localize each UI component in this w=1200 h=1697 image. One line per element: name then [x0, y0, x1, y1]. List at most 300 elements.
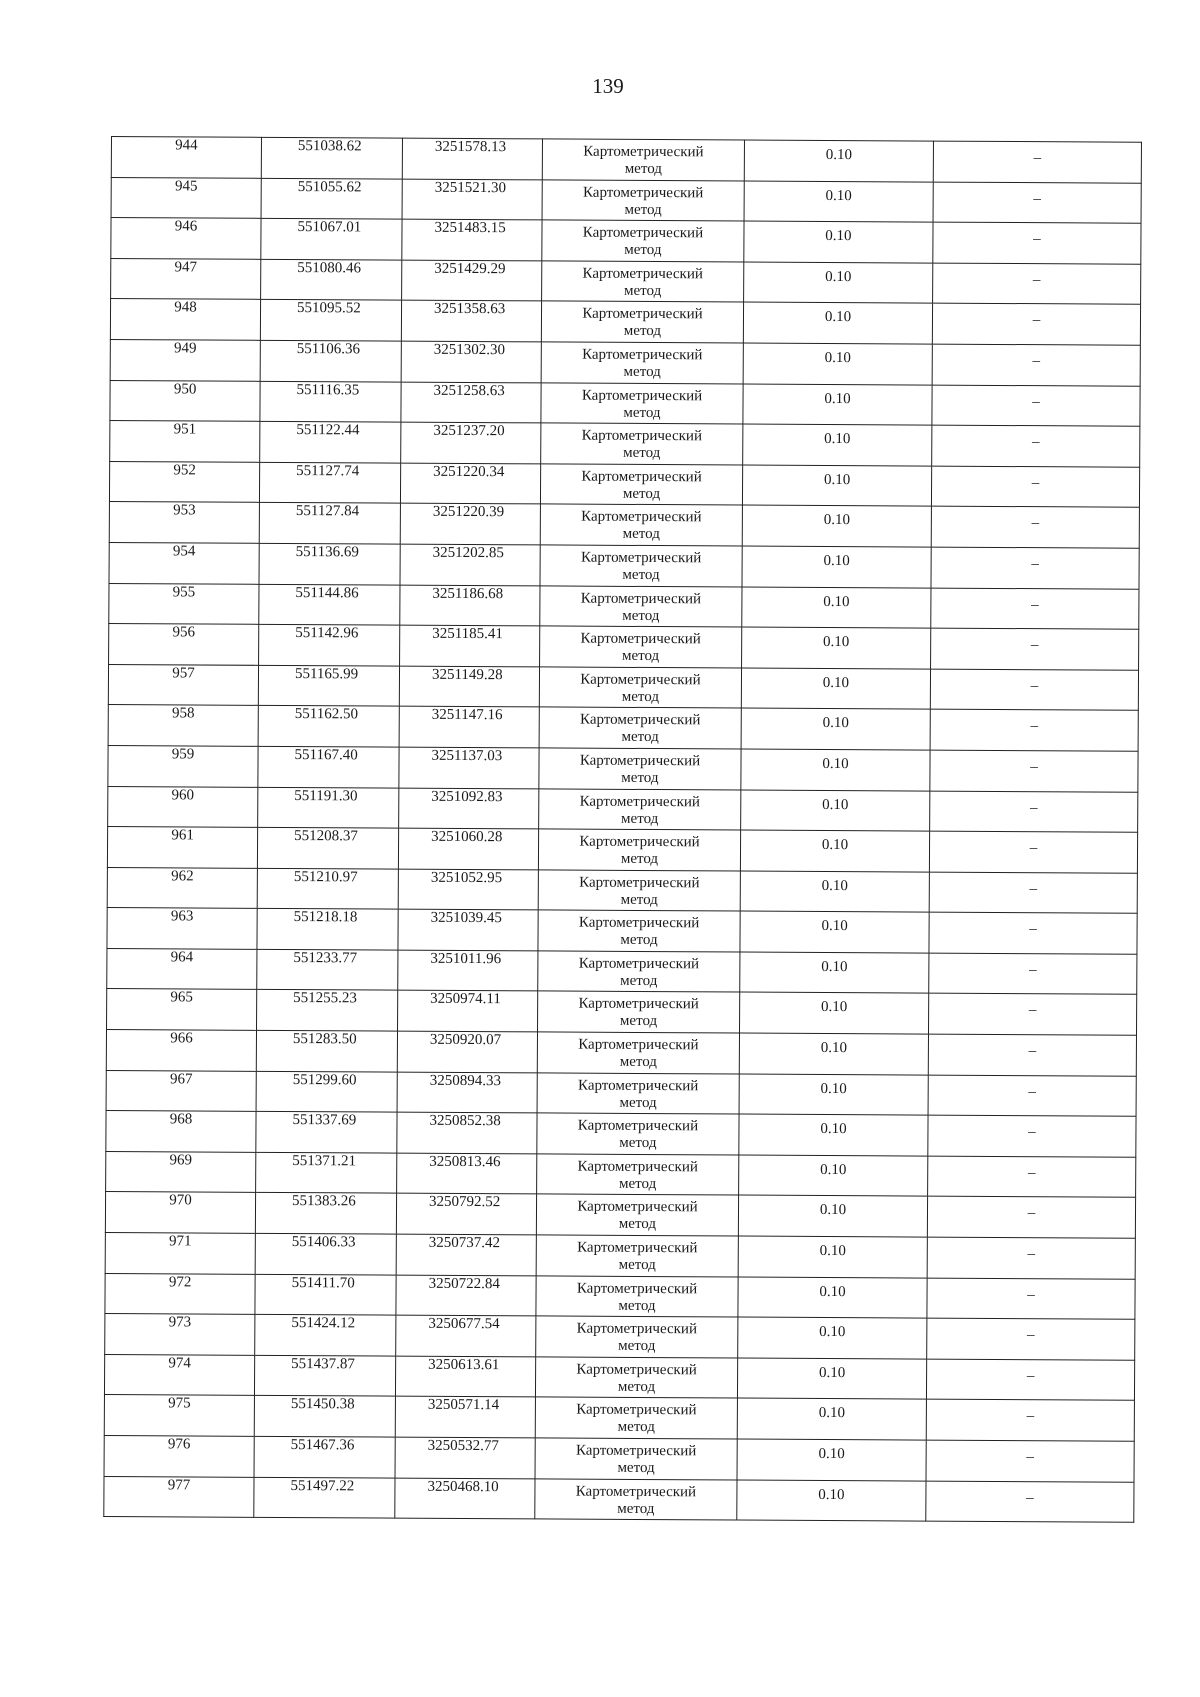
- accuracy-cell: [738, 1317, 927, 1359]
- point-number-cell-text: 946: [174, 218, 198, 235]
- point-number-cell-text: 953: [173, 502, 196, 519]
- x-coordinate-cell: [256, 1152, 397, 1193]
- x-coordinate-cell: [254, 1477, 395, 1518]
- y-coordinate-cell-text: 3251302.30: [433, 341, 506, 359]
- accuracy-cell: [737, 1398, 926, 1440]
- y-coordinate-cell: [397, 1112, 537, 1153]
- x-coordinate-cell-text: 551122.44: [296, 422, 360, 439]
- method-line-2: метод: [623, 363, 661, 381]
- method-line-1: Картометрический: [581, 508, 702, 526]
- point-number-cell: [106, 1070, 256, 1111]
- accuracy-cell-text: 0.10: [823, 634, 850, 651]
- point-number-cell-text: 955: [172, 583, 196, 601]
- x-coordinate-cell-text: 551299.60: [292, 1071, 357, 1089]
- note-cell: [932, 425, 1140, 467]
- y-coordinate-cell-text: 3251237.20: [433, 422, 505, 440]
- table-body: [104, 137, 1142, 1523]
- method-line-2: метод: [617, 1378, 656, 1395]
- note-cell-text: –: [1029, 880, 1038, 897]
- x-coordinate-cell: [258, 706, 399, 747]
- table-row: [106, 1151, 1136, 1197]
- method-line-2: метод: [624, 160, 662, 178]
- y-coordinate-cell: [396, 1275, 536, 1316]
- x-coordinate-cell: [259, 462, 400, 503]
- page-number: 139: [592, 74, 624, 98]
- accuracy-cell-text: 0.10: [820, 1080, 847, 1097]
- point-number-cell-text: 969: [169, 1152, 193, 1169]
- method-text: [536, 1357, 737, 1396]
- x-coordinate-cell-text: 551437.87: [291, 1355, 355, 1373]
- method-cell: [539, 788, 741, 830]
- point-number-cell: [108, 745, 258, 786]
- method-cell: [540, 585, 742, 627]
- point-number-cell: [108, 664, 258, 705]
- accuracy-cell-text: 0.10: [822, 715, 849, 732]
- accuracy-cell: [744, 181, 933, 223]
- accuracy-cell-text: 0.10: [820, 1161, 847, 1178]
- method-cell: [536, 1316, 738, 1358]
- y-coordinate-cell-text: 3251521.30: [434, 179, 507, 196]
- y-coordinate-cell-text: 3250677.54: [428, 1316, 500, 1333]
- method-cell: [538, 910, 740, 952]
- method-line-2: метод: [624, 201, 662, 218]
- y-coordinate-cell-text: 3250532.77: [427, 1437, 499, 1455]
- y-coordinate-cell-text: 3250920.07: [429, 1031, 502, 1049]
- accuracy-cell-text: 0.10: [825, 228, 852, 245]
- method-text: [542, 342, 743, 381]
- accuracy-cell-text: 0.10: [818, 1445, 845, 1463]
- method-text: [542, 302, 743, 341]
- method-line-1: Картометрический: [578, 955, 700, 973]
- accuracy-cell-text: 0.10: [824, 390, 851, 407]
- x-coordinate-cell-text: 551450.38: [290, 1396, 355, 1413]
- point-number-cell: [109, 624, 259, 665]
- note-cell: [931, 588, 1139, 630]
- note-cell-text: –: [1031, 515, 1040, 532]
- x-coordinate-cell-text: 551067.01: [297, 219, 362, 236]
- method-line-1: Картометрический: [582, 265, 703, 283]
- y-coordinate-cell: [399, 666, 539, 707]
- x-coordinate-cell: [259, 503, 400, 544]
- method-line-1: Картометрический: [580, 630, 701, 648]
- method-text: [542, 261, 743, 300]
- point-number-cell-text: 970: [169, 1192, 192, 1209]
- method-cell: [536, 1276, 738, 1318]
- accuracy-cell: [740, 911, 929, 953]
- method-line-2: метод: [621, 729, 659, 746]
- table-row: [105, 1314, 1135, 1360]
- method-text: [535, 1479, 736, 1518]
- y-coordinate-cell-text: 3251358.63: [433, 301, 506, 318]
- method-line-2: метод: [622, 526, 660, 543]
- point-number-cell: [107, 827, 257, 868]
- accuracy-cell: [739, 1114, 928, 1156]
- method-cell: [538, 951, 740, 993]
- note-cell-text: –: [1027, 1327, 1035, 1344]
- method-cell: [535, 1478, 737, 1520]
- y-coordinate-cell: [402, 179, 542, 220]
- note-cell: [931, 506, 1139, 548]
- point-number-cell: [104, 1395, 254, 1436]
- point-number-cell: [109, 461, 259, 502]
- table-row: [110, 299, 1140, 345]
- accuracy-cell-text: 0.10: [825, 187, 852, 204]
- y-coordinate-cell-text: 3250813.46: [429, 1153, 501, 1171]
- y-coordinate-cell: [400, 585, 540, 626]
- x-coordinate-cell-text: 551142.96: [295, 625, 359, 642]
- method-line-1: Картометрический: [582, 306, 703, 323]
- method-line-2: метод: [618, 1256, 656, 1274]
- note-cell-text: –: [1032, 393, 1040, 410]
- x-coordinate-cell-text: 551144.86: [295, 584, 359, 601]
- y-coordinate-cell: [398, 869, 538, 910]
- x-coordinate-cell-text: 551127.74: [296, 462, 360, 480]
- accuracy-cell: [737, 1480, 926, 1522]
- table-row: [108, 786, 1138, 832]
- method-line-2: метод: [620, 932, 658, 949]
- accuracy-cell-text: 0.10: [822, 674, 850, 691]
- point-number-cell-text: 976: [167, 1436, 191, 1453]
- y-coordinate-cell: [397, 1031, 537, 1072]
- point-number-cell: [105, 1273, 255, 1314]
- note-cell-text: –: [1032, 312, 1041, 329]
- point-number-cell: [107, 948, 257, 989]
- point-number-cell: [109, 583, 259, 624]
- note-cell: [926, 1399, 1134, 1441]
- method-cell: [535, 1397, 737, 1439]
- y-coordinate-cell-text: 3251220.34: [433, 463, 505, 480]
- y-coordinate-cell-text: 3251149.28: [431, 666, 503, 683]
- x-coordinate-cell: [261, 259, 402, 300]
- accuracy-cell: [740, 830, 929, 872]
- x-coordinate-cell: [258, 787, 399, 828]
- note-cell-text: –: [1030, 718, 1039, 735]
- method-cell: [539, 707, 741, 749]
- note-cell: [932, 385, 1140, 427]
- x-coordinate-cell-text: 551208.37: [294, 828, 358, 845]
- x-coordinate-cell-text: 551337.69: [292, 1112, 357, 1129]
- method-line-1: Картометрический: [580, 711, 701, 729]
- accuracy-cell: [741, 668, 930, 710]
- x-coordinate-cell-text: 551106.36: [296, 341, 361, 358]
- note-cell-text: –: [1029, 921, 1037, 938]
- method-text: [536, 1398, 737, 1437]
- note-cell: [928, 1156, 1136, 1198]
- note-cell-text: –: [1030, 759, 1038, 776]
- accuracy-cell: [738, 1277, 927, 1319]
- y-coordinate-cell-text: 3250613.61: [428, 1356, 500, 1374]
- accuracy-cell: [739, 992, 928, 1034]
- point-number-cell: [105, 1314, 255, 1355]
- accuracy-cell: [742, 546, 931, 588]
- y-coordinate-cell: [398, 991, 538, 1032]
- method-line-2: метод: [623, 445, 661, 462]
- table-row: [109, 542, 1139, 588]
- y-coordinate-cell: [395, 1437, 535, 1478]
- method-cell: [540, 545, 742, 587]
- note-cell: [932, 344, 1140, 386]
- x-coordinate-cell: [255, 1193, 396, 1234]
- x-coordinate-cell-text: 551165.99: [294, 665, 359, 683]
- accuracy-cell-text: 0.10: [821, 958, 848, 976]
- accuracy-cell-text: 0.10: [823, 471, 851, 488]
- method-cell: [542, 220, 744, 262]
- x-coordinate-cell-text: 551467.36: [290, 1437, 355, 1454]
- x-coordinate-cell: [254, 1436, 395, 1477]
- x-coordinate-cell: [257, 827, 398, 868]
- method-line-1: Картометрический: [577, 1199, 698, 1216]
- point-number-cell: [110, 299, 260, 340]
- table-row: [111, 137, 1141, 183]
- method-line-2: метод: [620, 891, 658, 908]
- note-cell: [928, 1115, 1136, 1157]
- y-coordinate-cell-text: 3251578.13: [434, 138, 507, 156]
- accuracy-cell-text: 0.10: [819, 1283, 846, 1300]
- x-coordinate-cell: [255, 1315, 396, 1356]
- y-coordinate-cell: [395, 1356, 535, 1397]
- table-row: [110, 421, 1140, 467]
- note-cell: [933, 182, 1141, 224]
- y-coordinate-cell-text: 3251039.45: [430, 910, 502, 927]
- method-line-2: метод: [619, 1175, 657, 1192]
- note-cell: [927, 1237, 1135, 1279]
- x-coordinate-cell: [259, 584, 400, 625]
- y-coordinate-cell: [402, 138, 542, 179]
- note-cell-text: –: [1031, 556, 1039, 573]
- method-text: [538, 911, 739, 950]
- method-cell: [542, 180, 744, 222]
- y-coordinate-cell: [396, 1315, 536, 1356]
- y-coordinate-cell-text: 3250974.11: [430, 991, 501, 1008]
- method-text: [541, 424, 742, 463]
- method-line-2: метод: [618, 1297, 656, 1314]
- point-number-cell: [111, 137, 261, 178]
- point-number-cell-text: 951: [173, 421, 197, 438]
- point-number-cell-text: 964: [170, 949, 194, 966]
- method-text: [542, 221, 743, 260]
- note-cell: [929, 953, 1137, 995]
- note-cell-text: –: [1028, 1043, 1037, 1060]
- method-text: [540, 627, 741, 666]
- table-row: [108, 664, 1138, 710]
- y-coordinate-cell-text: 3251011.96: [430, 950, 502, 968]
- x-coordinate-cell: [259, 543, 400, 584]
- note-cell: [931, 628, 1139, 670]
- note-cell: [928, 994, 1136, 1036]
- table-row: [105, 1192, 1135, 1238]
- point-number-cell-text: 947: [174, 259, 198, 276]
- note-cell-text: –: [1027, 1286, 1035, 1303]
- method-text: [538, 992, 739, 1031]
- method-line-2: метод: [617, 1419, 655, 1436]
- x-coordinate-cell: [257, 868, 398, 909]
- x-coordinate-cell: [257, 949, 398, 990]
- point-number-cell-text: 968: [169, 1111, 193, 1128]
- y-coordinate-cell: [400, 503, 540, 544]
- note-cell: [930, 791, 1138, 833]
- point-number-cell: [110, 339, 260, 380]
- x-coordinate-cell: [261, 137, 402, 178]
- note-cell: [933, 263, 1141, 305]
- method-line-1: Картометрический: [579, 833, 700, 851]
- note-cell-text: –: [1026, 1367, 1035, 1384]
- note-cell-text: –: [1030, 637, 1039, 654]
- method-cell: [538, 870, 740, 912]
- accuracy-cell-text: 0.10: [824, 349, 851, 367]
- x-coordinate-cell-text: 551162.50: [294, 706, 359, 723]
- y-coordinate-cell: [395, 1397, 535, 1438]
- method-cell: [540, 626, 742, 668]
- y-coordinate-cell: [397, 1153, 537, 1194]
- point-number-cell: [108, 705, 258, 746]
- x-coordinate-cell: [255, 1274, 396, 1315]
- accuracy-cell: [743, 424, 932, 466]
- method-line-1: Картометрический: [580, 590, 702, 607]
- x-coordinate-cell: [260, 340, 401, 381]
- point-number-cell: [108, 786, 258, 827]
- note-cell-text: –: [1029, 962, 1037, 979]
- accuracy-cell: [743, 302, 932, 344]
- y-coordinate-cell-text: 3251185.41: [432, 625, 503, 643]
- x-coordinate-cell: [260, 300, 401, 341]
- note-cell: [933, 222, 1141, 264]
- accuracy-cell-text: 0.10: [825, 146, 853, 164]
- y-coordinate-cell: [400, 463, 540, 504]
- method-line-1: Картометрический: [577, 1158, 698, 1176]
- note-cell-text: –: [1029, 840, 1038, 857]
- method-cell: [540, 504, 742, 546]
- y-coordinate-cell: [397, 1072, 537, 1113]
- note-cell-text: –: [1033, 150, 1042, 167]
- x-coordinate-cell-text: 551497.22: [290, 1477, 355, 1494]
- point-number-cell: [109, 542, 259, 583]
- table-row: [110, 380, 1140, 426]
- y-coordinate-cell: [396, 1194, 536, 1235]
- method-text: [537, 1154, 738, 1193]
- point-number-cell: [107, 867, 257, 908]
- note-cell: [928, 1075, 1136, 1117]
- y-coordinate-cell-text: 3250894.33: [429, 1072, 502, 1089]
- table-row: [111, 258, 1141, 304]
- accuracy-cell-text: 0.10: [824, 309, 852, 326]
- method-cell: [540, 464, 742, 506]
- y-coordinate-cell: [399, 747, 539, 788]
- x-coordinate-cell: [257, 909, 398, 950]
- note-cell-text: –: [1033, 190, 1041, 207]
- method-line-1: Картометрический: [580, 549, 702, 567]
- method-text: [537, 1195, 738, 1234]
- table-row: [106, 1070, 1136, 1116]
- x-coordinate-cell-text: 551424.12: [291, 1315, 356, 1332]
- x-coordinate-cell: [260, 381, 401, 422]
- y-coordinate-cell: [401, 301, 541, 342]
- y-coordinate-cell-text: 3251429.29: [434, 260, 506, 277]
- y-coordinate-cell-text: 3250792.52: [429, 1194, 501, 1211]
- y-coordinate-cell-text: 3251186.68: [432, 585, 504, 602]
- accuracy-cell: [740, 871, 929, 913]
- accuracy-cell-text: 0.10: [823, 552, 850, 570]
- point-number-cell: [104, 1476, 254, 1517]
- method-line-1: Картометрический: [578, 1036, 699, 1054]
- table-row: [111, 177, 1141, 223]
- note-cell: [933, 141, 1141, 183]
- method-text: [539, 829, 740, 868]
- method-line-1: Картометрический: [581, 427, 703, 445]
- method-cell: [537, 1113, 739, 1155]
- point-number-cell-text: 945: [174, 177, 198, 195]
- note-cell-text: –: [1028, 1124, 1036, 1141]
- note-cell: [929, 831, 1137, 873]
- method-cell: [541, 382, 743, 424]
- method-line-1: Картометрический: [576, 1402, 697, 1419]
- accuracy-cell-text: 0.10: [818, 1405, 846, 1422]
- point-number-cell: [111, 177, 261, 218]
- method-cell: [542, 261, 744, 303]
- note-cell: [930, 750, 1138, 792]
- note-cell-text: –: [1031, 596, 1039, 613]
- y-coordinate-cell-text: 3250737.42: [428, 1234, 501, 1252]
- coordinates-table: [103, 136, 1142, 1523]
- accuracy-cell-text: 0.10: [820, 1040, 848, 1057]
- method-text: [538, 951, 739, 990]
- method-line-1: Картометрический: [583, 143, 704, 161]
- accuracy-cell-text: 0.10: [818, 1364, 846, 1381]
- accuracy-cell: [742, 627, 931, 669]
- method-cell: [541, 301, 743, 343]
- table-row: [105, 1273, 1135, 1319]
- x-coordinate-cell: [257, 990, 398, 1031]
- y-coordinate-cell: [398, 828, 538, 869]
- accuracy-cell-text: 0.10: [823, 512, 851, 529]
- method-line-1: Картометрический: [580, 671, 701, 689]
- method-line-1: Картометрический: [576, 1361, 697, 1379]
- method-cell: [537, 1032, 739, 1074]
- method-line-1: Картометрический: [582, 346, 703, 364]
- x-coordinate-cell-text: 551191.30: [294, 787, 358, 804]
- point-number-cell: [104, 1435, 254, 1476]
- method-line-1: Картометрический: [576, 1320, 698, 1338]
- note-cell: [930, 669, 1138, 711]
- x-coordinate-cell-text: 551080.46: [297, 259, 362, 277]
- note-cell-text: –: [1027, 1246, 1036, 1263]
- method-text: [543, 180, 744, 219]
- method-text: [537, 1235, 738, 1274]
- x-coordinate-cell: [256, 1112, 397, 1153]
- table-row: [109, 624, 1139, 670]
- accuracy-cell-text: 0.10: [819, 1243, 846, 1260]
- x-coordinate-cell-text: 551411.70: [291, 1274, 355, 1292]
- method-line-2: метод: [620, 850, 659, 868]
- note-cell: [926, 1359, 1134, 1401]
- accuracy-cell-text: 0.10: [821, 918, 848, 935]
- method-line-2: метод: [623, 404, 661, 421]
- point-number-cell-text: 975: [168, 1395, 191, 1412]
- note-cell-text: –: [1027, 1164, 1036, 1182]
- x-coordinate-cell-text: 551283.50: [292, 1031, 357, 1048]
- y-coordinate-cell-text: 3251258.63: [433, 382, 505, 399]
- point-number-cell-text: 944: [175, 137, 198, 154]
- point-number-cell-text: 957: [172, 665, 195, 682]
- method-cell: [539, 748, 741, 790]
- table-row: [105, 1233, 1135, 1279]
- method-line-1: Картометрический: [577, 1117, 699, 1135]
- y-coordinate-cell: [399, 788, 539, 829]
- method-cell: [542, 139, 744, 181]
- accuracy-cell-text: 0.10: [825, 268, 852, 285]
- y-coordinate-cell: [401, 341, 541, 382]
- method-cell: [536, 1194, 738, 1236]
- point-number-cell-text: 961: [171, 827, 194, 844]
